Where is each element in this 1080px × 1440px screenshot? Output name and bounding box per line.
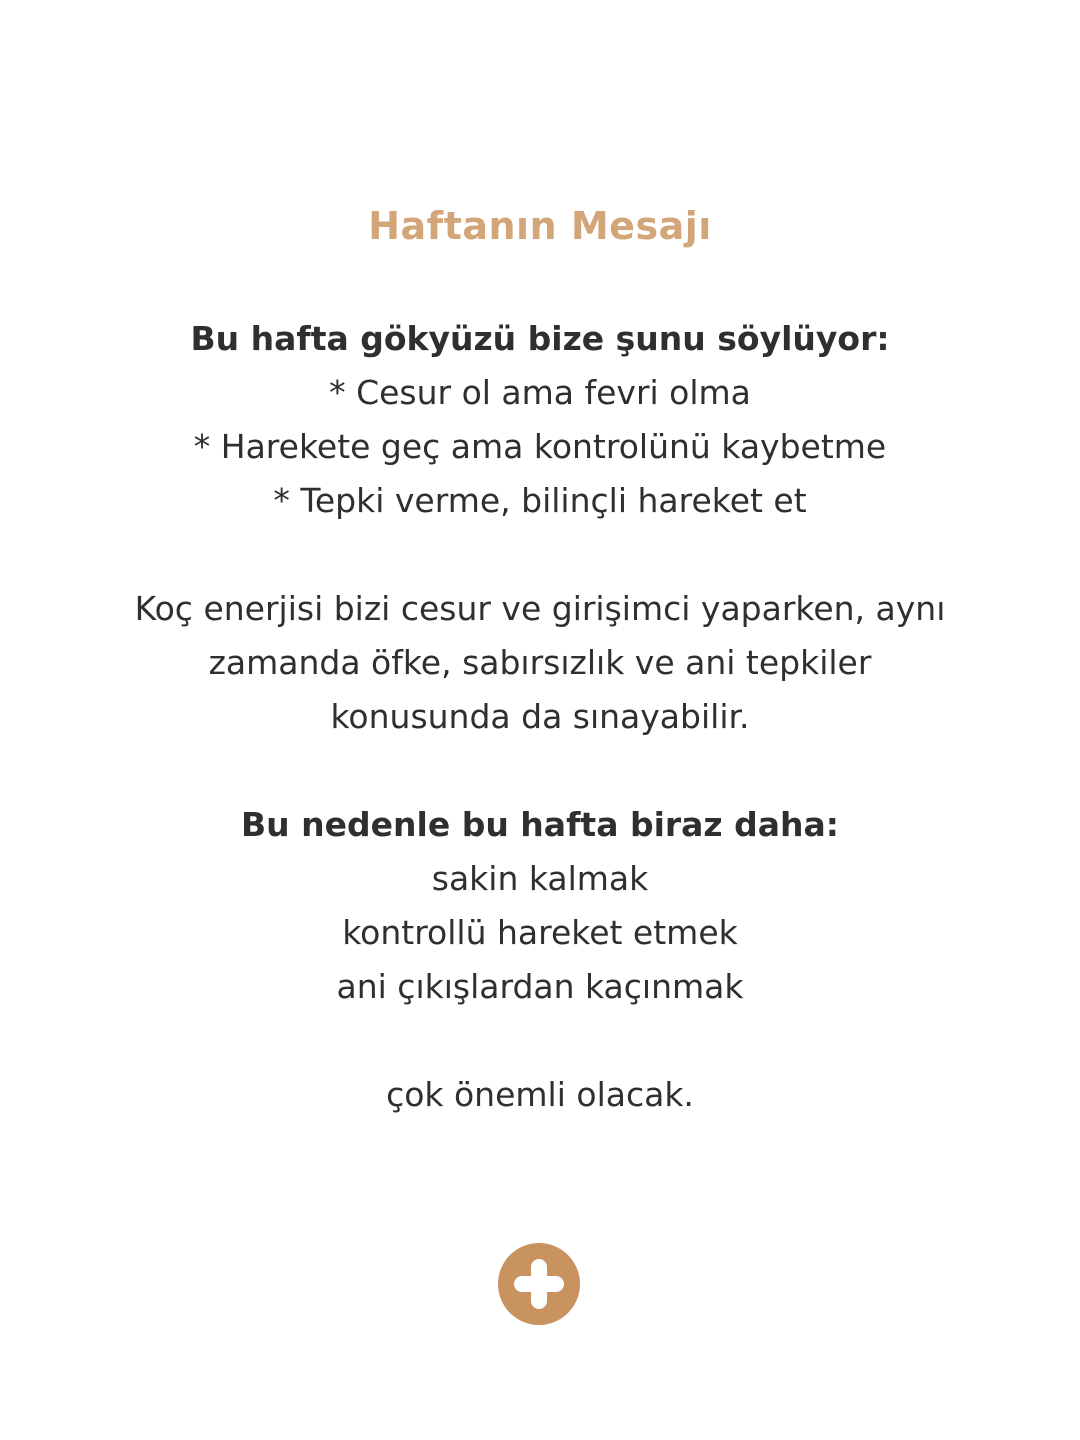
page-title: Haftanın Mesajı [368, 204, 712, 248]
closing-section [0, 1068, 1080, 1122]
advice-item: ani çıkışlardan kaçınmak [336, 967, 744, 1006]
intro-bullet: * Cesur ol ama fevri olma [329, 373, 751, 412]
paragraph-line: konusunda da sınayabilir. [330, 697, 750, 736]
advice-heading: Bu nedenle bu hafta biraz daha: [241, 805, 839, 844]
intro-heading: Bu hafta gökyüzü bize şunu söylüyor: [190, 319, 890, 358]
paragraph-line: Koç enerjisi bizi cesur ve girişimci yaparken, aynı [134, 589, 946, 628]
intro-section [0, 312, 1080, 528]
intro-bullet: * Harekete geç ama kontrolünü kaybetme [193, 427, 887, 466]
advice-item: sakin kalmak [431, 859, 649, 898]
advice-section [0, 798, 1080, 1014]
plus-button[interactable] [498, 1243, 580, 1325]
closing-line: çok önemli olacak. [386, 1075, 694, 1114]
intro-bullet: * Tepki verme, bilinçli hareket et [273, 481, 807, 520]
paragraph-line: zamanda öfke, sabırsızlık ve ani tepkiler [208, 643, 872, 682]
advice-item: kontrollü hareket etmek [342, 913, 738, 952]
body-paragraph [0, 582, 1080, 744]
